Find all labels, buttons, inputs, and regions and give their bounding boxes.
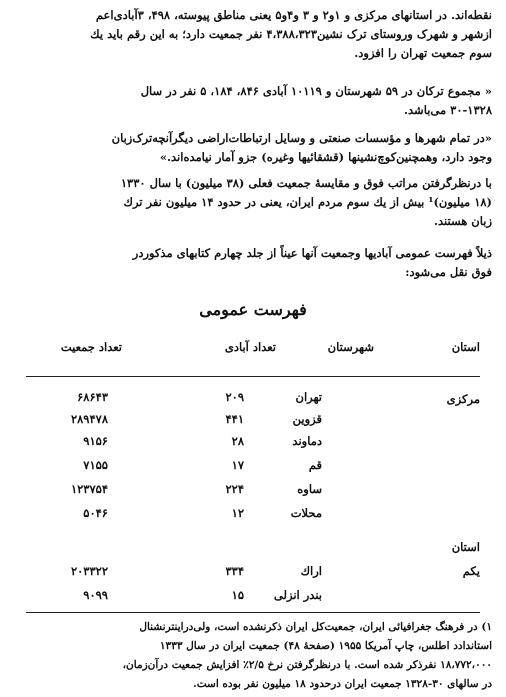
paragraph-quote-note [14, 129, 492, 167]
county-cell: دماوند [292, 434, 322, 448]
text-line: سوم جمعیت تهران را افزود. [354, 46, 492, 60]
text-line: «در تمام شهرها و مؤسسات صنعتی و وسایل ارتباطات‌اراضی دیگرآنچه‌ترک‌زبان [111, 131, 492, 145]
county-cell: بندر انزلی [273, 588, 322, 602]
villages-cell: ۲۰۹ [225, 390, 244, 404]
paragraph-intro [14, 6, 492, 63]
header-county: شهرستان [327, 340, 374, 354]
text-line: با درنظرگرفتن مراتب فوق و مقایسهٔ جمعیت فعلی (۳۸ میلیون) با سال ۱۳۳۰ [120, 176, 492, 190]
paragraph-quote-total [14, 82, 492, 120]
villages-cell: ۲۲۴ [225, 482, 244, 496]
footnote [14, 618, 492, 694]
text-line: ذیلاً فهرست عمومی آبادیها وجمعیت آنها عیناً از جلد چهارم کتابهای مذکوردر [132, 246, 492, 260]
villages-cell: ۴۴۱ [225, 412, 244, 426]
county-cell: محلات [290, 506, 322, 520]
villages-cell: ۳۳۴ [225, 564, 244, 578]
header-rule [26, 376, 480, 377]
text-line: ۳۰-۱۳۲۸ می‌باشد. [404, 103, 492, 117]
footnote-line: در سالهای ۳۰-۱۳۲۸ جمعیت ایران درحدود ۱۸ میلیون نفر بوده است. [193, 678, 492, 690]
paragraph-estimate [14, 174, 492, 231]
text-line: زبان هستند. [433, 214, 492, 228]
population-cell: ۷۱۵۵ [83, 458, 108, 472]
villages-cell: ۲۸ [231, 434, 244, 448]
province-cell: استان [451, 540, 480, 554]
county-cell: تهران [295, 390, 322, 404]
population-cell: ۹۱۵۶ [83, 434, 108, 448]
population-cell: ۲۰۳۳۲۲ [70, 564, 108, 578]
villages-cell: ۱۵ [231, 588, 244, 602]
text-line: « مجموع ترکان در ۵۹ شهرستان و ۱۰۱۱۹ آبادی ۸۴۶، ۱۸۴، ۵ نفر در سال [140, 84, 492, 98]
county-cell: قزوین [292, 412, 322, 426]
villages-cell: ۱۷ [231, 458, 244, 472]
footnote-rule [26, 612, 480, 613]
county-cell: اراك [300, 564, 322, 578]
header-population: تعداد جمعیت [60, 340, 122, 354]
footnote-line: ۱۸،۷۷۲،۰۰۰ نفرذکر شده است. با درنظرگرفتن نرخ ۲/۵٪ افزایش جمعیت درآن‌زمان، [122, 659, 492, 671]
population-cell: ۹۰۹۹ [83, 588, 108, 602]
population-cell: ۲۸۹۴۷۸ [70, 412, 108, 426]
footnote-line: ۱) در فرهنگ جغرافیائی ایران، جمعیت‌کل ایران ذکرنشده است، ولی‌دراینترنشنال [139, 621, 492, 633]
county-cell: ساوه [297, 482, 322, 496]
text-line: وجود دارد، وهمچنین‌کوچ‌نشینها (قشقائیها وغیره) جزو آمار نیامده‌اند.» [159, 150, 492, 164]
population-cell: ۱۲۳۷۵۴ [70, 482, 108, 496]
footnote-line: استاندادد اطلس، چاپ آمریکا ۱۹۵۵ (صفحهٔ ۴۸) جمعیت ایران در سال ۱۳۳۳ [159, 640, 492, 652]
text-line: (۱۸ میلیون)¹ بیش از یك سوم مردم ایران، یعنی در حدود ۱۴ میلیون نفر ترك [123, 195, 492, 209]
table-title: فهرست عمومی [199, 300, 307, 319]
text-line: ازشهر و شهرک وروستای ترک نشین۴،۳۸۸،۳۲۳ نفر جمعیت دارد؛ به این رقم باید یك [90, 27, 492, 41]
paragraph-table-intro [14, 244, 492, 282]
population-cell: ۵۰۴۶ [83, 506, 108, 520]
province-cell: یکم [462, 564, 480, 578]
province-cell: مرکزی [446, 392, 480, 406]
text-line: نقطه‌اند. در استانهای مرکزی و ۱و۲ و ۳ و۴و۵ یعنی مناطق پیوسته، ۴۹۸، ۳آبادی‌اعم [95, 8, 492, 22]
header-villages: تعداد آبادی [224, 340, 276, 354]
population-cell: ۶۸۶۴۳ [77, 390, 108, 404]
text-line: فوق نقل می‌شود: [405, 265, 492, 279]
villages-cell: ۱۲ [231, 506, 244, 520]
county-cell: قم [308, 458, 322, 472]
header-province: استان [451, 340, 480, 354]
